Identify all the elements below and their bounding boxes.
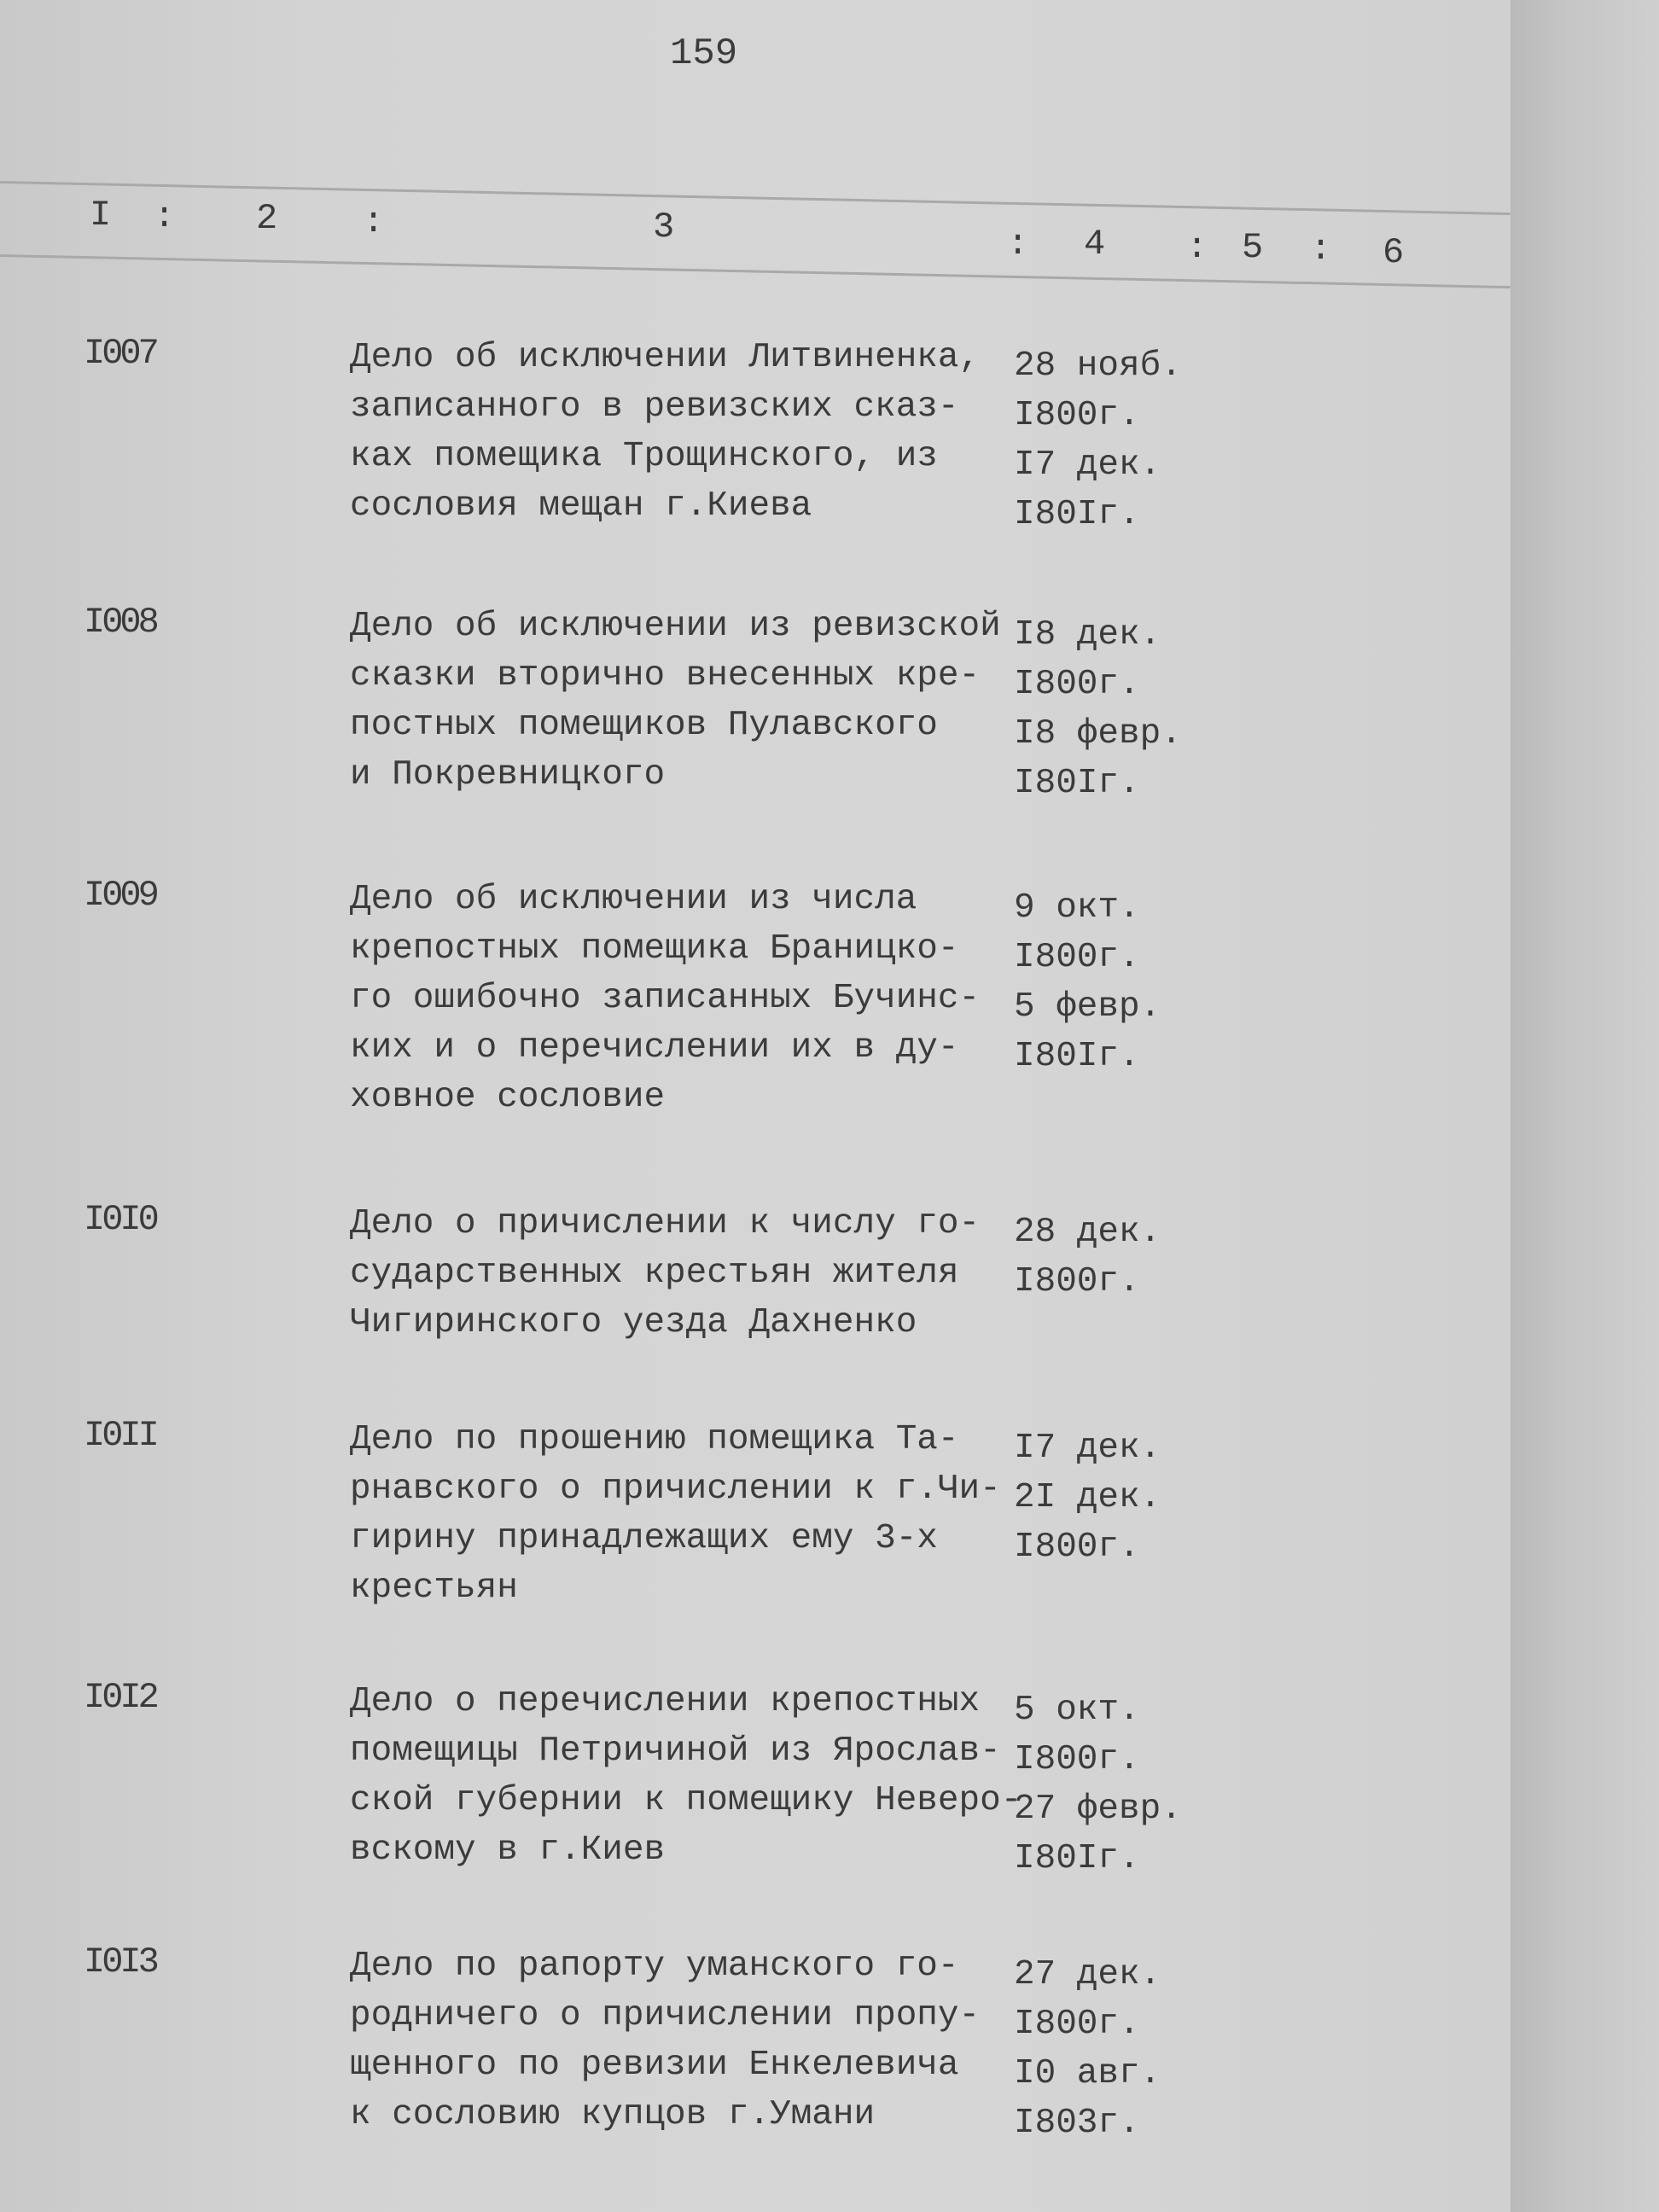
entry-number: I0I0 (84, 1199, 156, 1240)
entry-description (350, 1941, 980, 2139)
column-header-4: 4 (1084, 224, 1106, 265)
description-line: записанного в ревизских сказ- (350, 387, 959, 427)
date-line: I800г. (1014, 2005, 1140, 2044)
description-line: ках помещика Трощинского, из (350, 437, 938, 476)
date-line: I800г. (1014, 665, 1140, 704)
column-header-1: I (90, 195, 112, 236)
date-line: 9 окт. (1014, 888, 1140, 928)
description-line: сударственных крестьян жителя (350, 1254, 959, 1293)
date-line: I80Iг. (1014, 495, 1140, 534)
date-line: I7 дек. (1014, 1429, 1161, 1468)
description-line: Дело об исключении Литвиненка, (350, 338, 981, 377)
column-header-5: 5 (1242, 227, 1264, 268)
entry-dates (1014, 1208, 1161, 1307)
column-separator: : (1186, 227, 1208, 268)
description-line: ких и о перечислении их в ду- (350, 1028, 959, 1068)
description-line: ской губернии к помещику Неверо- (350, 1781, 1022, 1820)
description-line: к сословию купцов г.Умани (350, 2095, 876, 2134)
entry-description (350, 1415, 1001, 1613)
entry-description (350, 875, 980, 1122)
description-line: и Покревницкого (350, 755, 666, 795)
entry-number: I008 (84, 602, 156, 643)
date-line: I800г. (1014, 938, 1140, 977)
description-line: Дело об исключении из ревизской (350, 607, 1001, 646)
description-line: рнавского о причислении к г.Чи- (350, 1470, 1001, 1509)
date-line: 2I дек. (1014, 1478, 1161, 1517)
description-line: родничего о причислении пропу- (350, 1996, 981, 2035)
page-edge (1511, 0, 1659, 2212)
column-header-2: 2 (256, 198, 278, 239)
entry-description (350, 1199, 980, 1348)
description-line: Дело об исключении из числа (350, 880, 917, 919)
description-line: щенного по ревизии Енкелевича (350, 2046, 959, 2085)
date-line: 5 февр. (1014, 987, 1161, 1027)
description-line: помещицы Петричиной из Ярослав- (350, 1732, 1001, 1771)
description-line: гирину принадлежащих ему 3-х (350, 1519, 938, 1558)
entry-number: I009 (84, 875, 156, 916)
page-number: 159 (670, 32, 738, 75)
description-line: сословия мещан г.Киева (350, 486, 812, 526)
date-line: I8 февр. (1014, 714, 1182, 754)
column-separator: : (363, 201, 385, 242)
entry-description (350, 333, 980, 531)
date-line: I803г. (1014, 2104, 1140, 2143)
description-line: Дело по рапорту уманского го- (350, 1947, 959, 1986)
entry-description (350, 602, 1001, 800)
date-line: I8 дек. (1014, 615, 1161, 655)
date-line: I7 дек. (1014, 445, 1161, 485)
entry-dates (1014, 1423, 1161, 1572)
entry-number: I0II (84, 1415, 156, 1456)
description-line: крестьян (350, 1569, 518, 1608)
date-line: 28 нояб. (1014, 346, 1182, 386)
entry-dates (1014, 1685, 1182, 1883)
date-line: 28 дек. (1014, 1213, 1161, 1252)
date-line: I0 авг. (1014, 2054, 1161, 2093)
date-line: I800г. (1014, 1740, 1140, 1779)
description-line: сказки вторично внесенных кре- (350, 656, 981, 696)
description-line: вскому в г.Киев (350, 1831, 666, 1870)
date-line: 5 окт. (1014, 1691, 1140, 1730)
entry-dates (1014, 341, 1182, 539)
description-line: ховное сословие (350, 1078, 666, 1117)
entry-number: I007 (84, 333, 156, 374)
date-line: I800г. (1014, 1262, 1140, 1301)
description-line: Чигиринского уезда Дахненко (350, 1303, 917, 1342)
entry-dates (1014, 610, 1182, 808)
date-line: 27 февр. (1014, 1790, 1182, 1829)
entry-dates (1014, 1950, 1161, 2148)
entry-dates (1014, 883, 1161, 1081)
column-separator: : (1310, 229, 1332, 270)
date-line: 27 дек. (1014, 1955, 1161, 1994)
column-header-6: 6 (1382, 232, 1405, 273)
description-line: крепостных помещика Браницко- (350, 929, 959, 969)
date-line: I80Iг. (1014, 1037, 1140, 1076)
description-line: постных помещиков Пулавского (350, 706, 938, 745)
column-separator: : (1007, 224, 1029, 265)
date-line: I80Iг. (1014, 1839, 1140, 1878)
date-line: I800г. (1014, 396, 1140, 435)
column-separator: : (154, 196, 176, 237)
entry-description (350, 1677, 1022, 1875)
entry-number: I0I3 (84, 1941, 156, 1982)
description-line: Дело о перечислении крепостных (350, 1682, 981, 1721)
date-line: I800г. (1014, 1528, 1140, 1567)
description-line: Дело о причислении к числу го- (350, 1204, 981, 1243)
date-line: I80Iг. (1014, 764, 1140, 803)
entry-number: I0I2 (84, 1677, 156, 1718)
description-line: Дело по прошению помещика Та- (350, 1420, 959, 1459)
column-header-3: 3 (653, 207, 675, 247)
description-line: го ошибочно записанных Бучинс- (350, 979, 981, 1018)
